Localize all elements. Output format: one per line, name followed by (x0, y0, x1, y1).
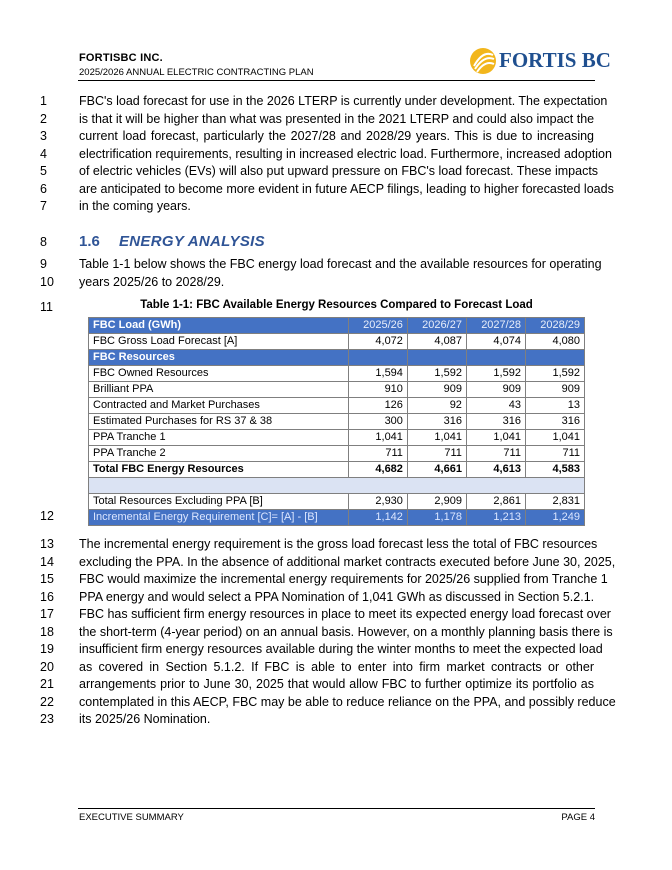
table-row (89, 398, 585, 414)
line-number: 11 (40, 300, 53, 314)
line-number: 20 (40, 659, 54, 674)
body-text-line: of electric vehicles (EVs) will also put upward pressure on FBC's load forecast. These impacts (79, 164, 599, 178)
cell-value: 2028/29 (525, 318, 584, 334)
row-label: Brilliant PPA (89, 382, 349, 398)
line-number: 16 (40, 589, 54, 604)
body-text-line: in the coming years. (79, 199, 191, 213)
cell-value: 126 (348, 398, 407, 414)
fortisbc-logo (468, 46, 611, 76)
table-row (89, 366, 585, 382)
energy-resources-table (88, 317, 585, 526)
header-rule (78, 80, 595, 81)
cell-value: 1,594 (348, 366, 407, 382)
body-text-line: excluding the PPA. In the absence of additional market contracts executed before June 30, 2025, (79, 554, 616, 569)
cell-value: 711 (348, 446, 407, 462)
cell-value: 909 (466, 382, 525, 398)
cell-value: 2,861 (466, 494, 525, 510)
line-number: 6 (40, 181, 47, 196)
line-number: 10 (40, 274, 54, 289)
line-number: 15 (40, 572, 54, 586)
row-label: Total FBC Energy Resources (89, 462, 349, 478)
cell-value: 711 (525, 446, 584, 462)
table-row (89, 446, 585, 462)
cell-value: 1,249 (525, 510, 584, 526)
cell-value: 4,080 (525, 334, 584, 350)
cell-value: 2,831 (525, 494, 584, 510)
cell-value: 1,041 (407, 430, 466, 446)
cell-value: 1,041 (466, 430, 525, 446)
table-row (89, 414, 585, 430)
row-label: FBC Load (GWh) (89, 318, 349, 334)
cell-value: 1,041 (525, 430, 584, 446)
resources-subheader (89, 350, 585, 366)
line-number: 19 (40, 642, 54, 656)
section-title: ENERGY ANALYSIS (119, 233, 265, 250)
row-label: Total Resources Excluding PPA [B] (89, 494, 349, 510)
body-text-line: contemplated in this AECP, FBC may be able to reduce reliance on the PPA, and possibly reduce (79, 694, 616, 709)
cell-value: 316 (407, 414, 466, 430)
table-header-row (89, 318, 585, 334)
cell-value: 909 (525, 382, 584, 398)
table-total-row (89, 462, 585, 478)
cell-value: 1,592 (407, 366, 466, 382)
section-number: 1.6 (79, 233, 100, 250)
cell-value: 2026/27 (407, 318, 466, 334)
cell-value: 1,592 (525, 366, 584, 382)
line-number: 23 (40, 712, 54, 726)
table-row (89, 494, 585, 510)
cell-value: 1,592 (466, 366, 525, 382)
cell-value: 1,213 (466, 510, 525, 526)
line-number: 4 (40, 146, 47, 161)
line-number: 8 (40, 235, 47, 249)
body-text-line: PPA energy and would select a PPA Nomination of 1,041 GWh as discussed in Section 5.2.1. (79, 589, 595, 604)
cell-value: 4,072 (348, 334, 407, 350)
line-number: 3 (40, 129, 47, 143)
cell-value: 92 (407, 398, 466, 414)
company-name: FORTISBC INC. (79, 52, 163, 64)
cell-value: 1,142 (348, 510, 407, 526)
cell-value: 316 (466, 414, 525, 430)
table-row (89, 334, 585, 350)
body-text-line: are anticipated to become more evident in future AECP filings, leading to higher forecasted loads (79, 181, 614, 196)
cell-value: 4,074 (466, 334, 525, 350)
logo-wordmark: FORTIS BC (499, 48, 611, 72)
footer-rule (78, 808, 595, 809)
body-text-line: its 2025/26 Nomination. (79, 712, 211, 726)
line-number: 5 (40, 164, 47, 178)
body-text-line: years 2025/26 to 2028/29. (79, 274, 225, 289)
cell-value: 1,178 (407, 510, 466, 526)
cell-value: 2025/26 (348, 318, 407, 334)
row-label: FBC Gross Load Forecast [A] (89, 334, 349, 350)
body-text-line: FBC has sufficient firm energy resources in place to meet its expected energy load forecast over (79, 607, 611, 621)
body-text-line: electrification requirements, resulting in increased electric load. Furthermore, increased adoption (79, 146, 612, 161)
cell-value: 2,909 (407, 494, 466, 510)
row-label: FBC Owned Resources (89, 366, 349, 382)
document-title: 2025/2026 ANNUAL ELECTRIC CONTRACTING PLAN (79, 67, 314, 78)
line-number: 1 (40, 94, 47, 108)
table-caption: Table 1-1: FBC Available Energy Resources Compared to Forecast Load (140, 299, 533, 311)
row-label: Incremental Energy Requirement [C]= [A] - [B] (89, 510, 349, 526)
line-number: 21 (40, 677, 54, 691)
cell-value: 4,661 (407, 462, 466, 478)
line-number: 18 (40, 624, 54, 639)
cell-value: 2027/28 (466, 318, 525, 334)
cell-value: 4,087 (407, 334, 466, 350)
cell-value: 910 (348, 382, 407, 398)
flame-icon (468, 46, 498, 76)
table-spacer (89, 478, 585, 494)
line-number: 9 (40, 257, 47, 271)
table-row (89, 430, 585, 446)
body-text-line: FBC's load forecast for use in the 2026 LTERP is currently under development. The expectation (79, 94, 608, 108)
row-label: FBC Resources (89, 350, 349, 366)
row-label: PPA Tranche 2 (89, 446, 349, 462)
cell-value: 2,930 (348, 494, 407, 510)
footer-section: EXECUTIVE SUMMARY (79, 812, 184, 823)
line-number: 13 (40, 537, 54, 551)
body-text-line: current load forecast, particularly the 2027/28 and 2028/29 years. This is due to increasing (79, 129, 594, 143)
row-label: Estimated Purchases for RS 37 & 38 (89, 414, 349, 430)
cell-value: 316 (525, 414, 584, 430)
row-label: PPA Tranche 1 (89, 430, 349, 446)
line-number: 12 (40, 509, 54, 523)
cell-value: 4,583 (525, 462, 584, 478)
table-incremental-row (89, 510, 585, 526)
cell-value: 13 (525, 398, 584, 414)
line-number: 2 (40, 111, 47, 126)
page-number: PAGE 4 (561, 812, 595, 823)
row-label: Contracted and Market Purchases (89, 398, 349, 414)
cell-value: 909 (407, 382, 466, 398)
body-text-line: as covered in Section 5.1.2. If FBC is able to enter into firm market contracts or other (79, 659, 594, 674)
body-text-line: The incremental energy requirement is the gross load forecast less the total of FBC resources (79, 537, 598, 551)
cell-value: 711 (407, 446, 466, 462)
line-number: 22 (40, 694, 54, 709)
cell-value: 300 (348, 414, 407, 430)
line-number: 7 (40, 199, 47, 213)
line-number: 14 (40, 554, 54, 569)
body-text-line: insufficient firm energy resources available during the winter months to meet the expected load (79, 642, 603, 656)
body-text-line: is that it will be higher than what was presented in the 2021 LTERP and could also impact the (79, 111, 595, 126)
cell-value: 1,041 (348, 430, 407, 446)
line-number: 17 (40, 607, 54, 621)
table-row (89, 382, 585, 398)
cell-value: 4,682 (348, 462, 407, 478)
cell-value: 711 (466, 446, 525, 462)
cell-value: 43 (466, 398, 525, 414)
body-text-line: the short-term (4-year period) on an annual basis. However, on a monthly planning basis there is (79, 624, 613, 639)
body-text-line: Table 1-1 below shows the FBC energy load forecast and the available resources for operating (79, 257, 602, 271)
body-text-line: arrangements prior to June 30, 2025 that would allow FBC to further optimize its portfolio as (79, 677, 594, 691)
body-text-line: FBC would maximize the incremental energy requirements for 2025/26 supplied from Tranche 1 (79, 572, 608, 586)
cell-value: 4,613 (466, 462, 525, 478)
